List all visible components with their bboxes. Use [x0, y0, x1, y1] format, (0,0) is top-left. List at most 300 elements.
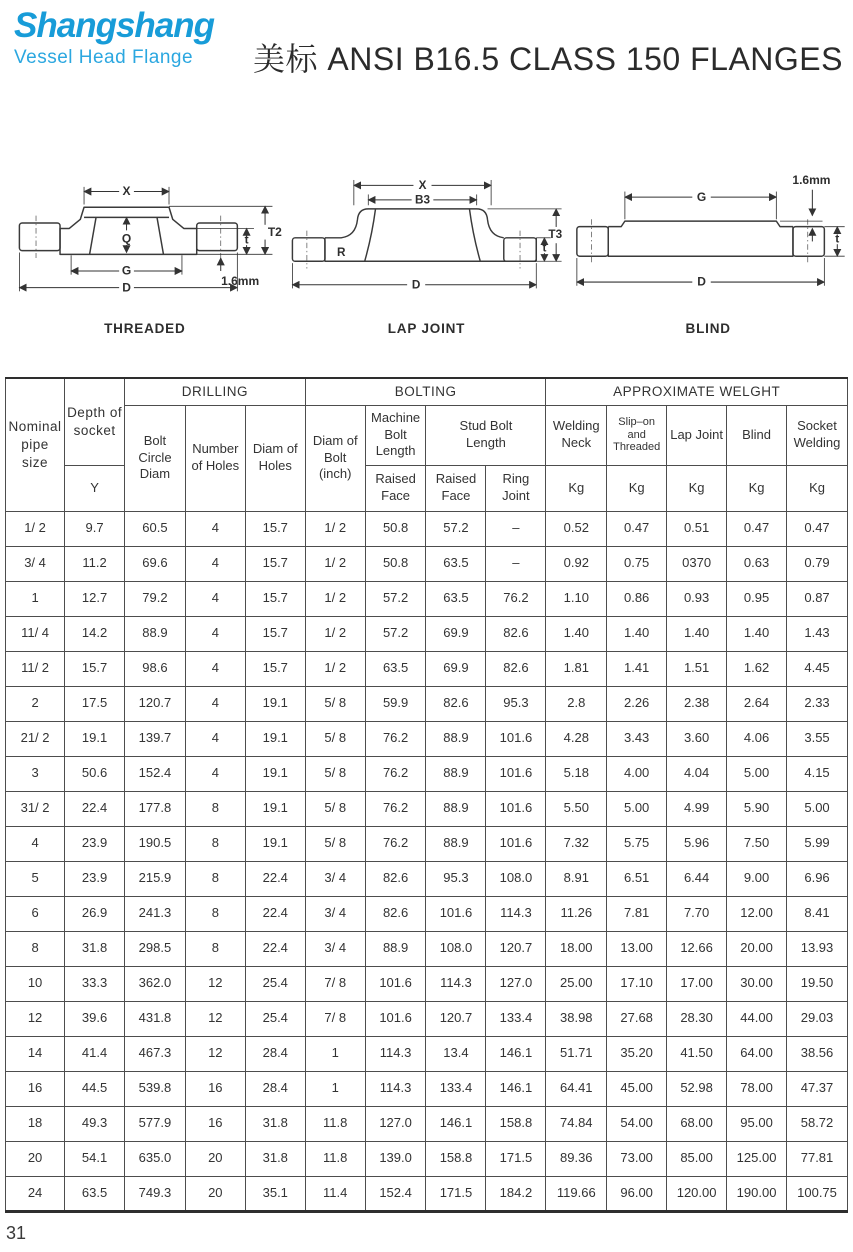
table-row — [6, 1106, 848, 1141]
table-cell: 47.37 — [787, 1071, 848, 1106]
table-cell: 4 — [185, 721, 245, 756]
table-row — [6, 1176, 848, 1211]
table-cell: 6.44 — [667, 861, 727, 896]
table-cell: 11.8 — [305, 1106, 365, 1141]
table-cell: 4.06 — [727, 721, 787, 756]
table-cell: 35.1 — [245, 1176, 305, 1211]
table-cell: 190.00 — [727, 1176, 787, 1211]
table-cell: 1 — [6, 581, 65, 616]
table-row — [6, 896, 848, 931]
table-cell: 1 — [305, 1036, 365, 1071]
col-header-slip-on-threaded: Slip–on and Threaded — [607, 405, 667, 465]
table-cell: 7.81 — [607, 896, 667, 931]
group-header-drilling: DRILLING — [125, 378, 306, 405]
table-cell: 5.00 — [787, 791, 848, 826]
table-cell: 0.93 — [667, 581, 727, 616]
table-cell: – — [486, 511, 546, 546]
table-cell: 29.03 — [787, 1001, 848, 1036]
table-cell: 88.9 — [426, 791, 486, 826]
table-cell: 0.86 — [607, 581, 667, 616]
table-cell: 431.8 — [125, 1001, 186, 1036]
table-cell: 190.5 — [125, 826, 186, 861]
table-cell: 50.8 — [365, 546, 426, 581]
col-header-socket-welding: Socket Welding — [787, 405, 848, 465]
table-cell: 88.9 — [426, 721, 486, 756]
table-cell: 158.8 — [486, 1106, 546, 1141]
table-cell: 1/ 2 — [6, 511, 65, 546]
table-cell: 19.1 — [245, 756, 305, 791]
table-cell: 1/ 2 — [305, 651, 365, 686]
table-cell: 3/ 4 — [305, 896, 365, 931]
table-cell: 158.8 — [426, 1141, 486, 1176]
logo-subtitle: Vessel Head Flange — [14, 46, 194, 68]
table-row — [6, 1071, 848, 1106]
table-cell: 95.00 — [727, 1106, 787, 1141]
unit-kg-blind: Kg — [727, 465, 787, 511]
table-cell: 31/ 2 — [6, 791, 65, 826]
table-cell: 58.72 — [787, 1106, 848, 1141]
table-cell: 3.60 — [667, 721, 727, 756]
dim-label-t2: T2 — [267, 224, 282, 239]
table-cell: 6.51 — [607, 861, 667, 896]
table-cell: 101.6 — [486, 791, 546, 826]
table-cell: 17.5 — [65, 686, 125, 721]
table-row — [6, 721, 848, 756]
table-cell: 3/ 4 — [305, 931, 365, 966]
unit-kg-slip-on: Kg — [607, 465, 667, 511]
table-cell: 0.87 — [787, 581, 848, 616]
table-row — [6, 686, 848, 721]
table-cell: 5/ 8 — [305, 756, 365, 791]
table-cell: 3/ 4 — [6, 546, 65, 581]
sub-header-ring-joint: Ring Joint — [486, 465, 546, 511]
table-cell: 4 — [185, 756, 245, 791]
col-header-lap-joint: Lap Joint — [667, 405, 727, 465]
table-cell: 1.10 — [546, 581, 607, 616]
table-cell: 28.4 — [245, 1071, 305, 1106]
table-cell: 1.40 — [546, 616, 607, 651]
table-cell: 18.00 — [546, 931, 607, 966]
table-row — [6, 791, 848, 826]
table-row — [6, 861, 848, 896]
table-cell: 39.6 — [65, 1001, 125, 1036]
dim-label-x: X — [122, 184, 131, 199]
table-cell: 76.2 — [365, 756, 426, 791]
table-cell: 23.9 — [65, 826, 125, 861]
table-row — [6, 616, 848, 651]
table-cell: 3.55 — [787, 721, 848, 756]
dimension-lines — [577, 190, 840, 282]
table-cell: 8 — [185, 896, 245, 931]
table-cell: 54.00 — [607, 1106, 667, 1141]
logo-name: Shangshang — [14, 6, 215, 45]
table-cell: 7/ 8 — [305, 966, 365, 1001]
table-cell: 78.00 — [727, 1071, 787, 1106]
table-cell: 50.8 — [365, 511, 426, 546]
table-cell: 5.99 — [787, 826, 848, 861]
table-cell: 35.20 — [607, 1036, 667, 1071]
table-cell: 125.00 — [727, 1141, 787, 1176]
table-cell: 146.1 — [486, 1071, 546, 1106]
table-cell: 12.66 — [667, 931, 727, 966]
table-cell: 8 — [185, 861, 245, 896]
table-cell: 4 — [6, 826, 65, 861]
table-cell: 13.93 — [787, 931, 848, 966]
table-cell: 96.00 — [607, 1176, 667, 1211]
table-cell: 5/ 8 — [305, 686, 365, 721]
table-cell: 108.0 — [486, 861, 546, 896]
lap-joint-flange-drawing — [287, 162, 567, 319]
table-cell: 11.2 — [65, 546, 125, 581]
table-cell: 41.50 — [667, 1036, 727, 1071]
table-cell: 64.41 — [546, 1071, 607, 1106]
table-cell: 79.2 — [125, 581, 186, 616]
table-cell: 3.43 — [607, 721, 667, 756]
table-cell: 2.64 — [727, 686, 787, 721]
table-cell: 27.68 — [607, 1001, 667, 1036]
table-cell: 57.2 — [365, 616, 426, 651]
table-cell: 16 — [185, 1071, 245, 1106]
table-cell: 0.47 — [727, 511, 787, 546]
table-cell: 44.00 — [727, 1001, 787, 1036]
table-row — [6, 966, 848, 1001]
table-cell: 14 — [6, 1036, 65, 1071]
table-cell: 22.4 — [245, 861, 305, 896]
table-cell: 362.0 — [125, 966, 186, 1001]
table-cell: 0370 — [667, 546, 727, 581]
col-header-diam-of-bolt: Diam of Bolt (inch) — [305, 405, 365, 511]
table-cell: 45.00 — [607, 1071, 667, 1106]
col-header-diam-of-holes: Diam of Holes — [245, 405, 305, 511]
spec-table-wrap — [5, 377, 848, 1213]
table-cell: 100.75 — [787, 1176, 848, 1211]
table-cell: 1.51 — [667, 651, 727, 686]
table-cell: 76.2 — [365, 721, 426, 756]
table-cell: 22.4 — [245, 931, 305, 966]
table-cell: 59.9 — [365, 686, 426, 721]
table-cell: 14.2 — [65, 616, 125, 651]
table-cell: 19.1 — [65, 721, 125, 756]
table-cell: 5.00 — [727, 756, 787, 791]
dim-label-d: D — [122, 280, 131, 295]
table-cell: – — [486, 546, 546, 581]
table-cell: 63.5 — [365, 651, 426, 686]
table-cell: 20 — [6, 1141, 65, 1176]
table-cell: 4 — [185, 581, 245, 616]
table-cell: 74.84 — [546, 1106, 607, 1141]
table-cell: 4 — [185, 686, 245, 721]
table-cell: 25.4 — [245, 1001, 305, 1036]
table-cell: 63.5 — [426, 581, 486, 616]
table-cell: 33.3 — [65, 966, 125, 1001]
col-header-welding-neck: Welding Neck — [546, 405, 607, 465]
table-cell: 114.3 — [365, 1036, 426, 1071]
flange-outline — [292, 209, 536, 261]
table-cell: 2.26 — [607, 686, 667, 721]
table-cell: 31.8 — [245, 1141, 305, 1176]
table-row — [6, 1141, 848, 1176]
table-cell: 0.79 — [787, 546, 848, 581]
table-cell: 1.41 — [607, 651, 667, 686]
table-cell: 3/ 4 — [305, 861, 365, 896]
table-cell: 89.36 — [546, 1141, 607, 1176]
table-cell: 5 — [6, 861, 65, 896]
table-cell: 5.50 — [546, 791, 607, 826]
table-cell: 25.00 — [546, 966, 607, 1001]
table-cell: 13.4 — [426, 1036, 486, 1071]
diagram-caption-lap-joint: LAP JOINT — [387, 321, 466, 336]
table-cell: 63.5 — [65, 1176, 125, 1211]
table-cell: 76.2 — [365, 826, 426, 861]
table-cell: 171.5 — [426, 1176, 486, 1211]
table-cell: 18 — [6, 1106, 65, 1141]
table-cell: 8 — [185, 826, 245, 861]
table-cell: 13.00 — [607, 931, 667, 966]
table-cell: 24 — [6, 1176, 65, 1211]
table-cell: 133.4 — [426, 1071, 486, 1106]
table-cell: 4.15 — [787, 756, 848, 791]
table-cell: 152.4 — [125, 756, 186, 791]
table-cell: 0.51 — [667, 511, 727, 546]
col-header-stud-bolt-length: Stud Bolt Length — [426, 405, 546, 465]
table-cell: 22.4 — [65, 791, 125, 826]
table-cell: 16 — [185, 1106, 245, 1141]
table-cell: 4.28 — [546, 721, 607, 756]
table-cell: 0.75 — [607, 546, 667, 581]
table-row — [6, 756, 848, 791]
table-cell: 2 — [6, 686, 65, 721]
spec-table-body — [6, 511, 848, 1211]
table-cell: 15.7 — [245, 546, 305, 581]
table-cell: 60.5 — [125, 511, 186, 546]
table-cell: 108.0 — [426, 931, 486, 966]
table-cell: 139.0 — [365, 1141, 426, 1176]
table-cell: 7/ 8 — [305, 1001, 365, 1036]
table-cell: 146.1 — [426, 1106, 486, 1141]
table-cell: 120.7 — [486, 931, 546, 966]
table-cell: 8 — [185, 931, 245, 966]
table-cell: 82.6 — [486, 616, 546, 651]
table-cell: 88.9 — [125, 616, 186, 651]
table-cell: 5.00 — [607, 791, 667, 826]
table-cell: 215.9 — [125, 861, 186, 896]
table-cell: 20 — [185, 1141, 245, 1176]
table-cell: 11/ 2 — [6, 651, 65, 686]
table-cell: 1.62 — [727, 651, 787, 686]
table-cell: 101.6 — [365, 1001, 426, 1036]
table-cell: 4.00 — [607, 756, 667, 791]
table-cell: 1 — [305, 1071, 365, 1106]
table-cell: 1.40 — [607, 616, 667, 651]
table-cell: 171.5 — [486, 1141, 546, 1176]
dim-label-t3: T3 — [547, 227, 562, 241]
flange-diagrams — [0, 162, 853, 340]
table-cell: 49.3 — [65, 1106, 125, 1141]
table-cell: 133.4 — [486, 1001, 546, 1036]
col-header-bolt-circle-diam: Bolt Circle Diam — [125, 405, 186, 511]
table-cell: 11.8 — [305, 1141, 365, 1176]
diagram-blind — [567, 162, 849, 340]
extension-lines — [577, 189, 845, 286]
table-cell: 1/ 2 — [305, 546, 365, 581]
table-cell: 2.8 — [546, 686, 607, 721]
dim-label-raised-face: 1.6mm — [792, 173, 831, 188]
sub-header-y: Y — [65, 465, 125, 511]
table-cell: 8.91 — [546, 861, 607, 896]
table-row — [6, 511, 848, 546]
table-cell: 11/ 4 — [6, 616, 65, 651]
table-cell: 41.4 — [65, 1036, 125, 1071]
table-cell: 4 — [185, 616, 245, 651]
table-cell: 4.99 — [667, 791, 727, 826]
table-cell: 8.41 — [787, 896, 848, 931]
table-cell: 15.7 — [245, 651, 305, 686]
table-cell: 4.04 — [667, 756, 727, 791]
table-cell: 21/ 2 — [6, 721, 65, 756]
table-cell: 120.7 — [125, 686, 186, 721]
table-cell: 3 — [6, 756, 65, 791]
table-cell: 749.3 — [125, 1176, 186, 1211]
table-cell: 1.43 — [787, 616, 848, 651]
col-header-blind: Blind — [727, 405, 787, 465]
col-header-machine-bolt-length: Machine Bolt Length — [365, 405, 426, 465]
table-cell: 20.00 — [727, 931, 787, 966]
table-cell: 57.2 — [365, 581, 426, 616]
group-header-bolting: BOLTING — [305, 378, 546, 405]
table-cell: 19.1 — [245, 826, 305, 861]
table-cell: 101.6 — [486, 756, 546, 791]
page-header — [0, 0, 853, 92]
table-cell: 5.18 — [546, 756, 607, 791]
table-cell: 139.7 — [125, 721, 186, 756]
table-cell: 12 — [185, 1001, 245, 1036]
table-cell: 0.47 — [607, 511, 667, 546]
table-cell: 25.4 — [245, 966, 305, 1001]
table-cell: 22.4 — [245, 896, 305, 931]
table-row — [6, 1036, 848, 1071]
table-row — [6, 931, 848, 966]
table-cell: 119.66 — [546, 1176, 607, 1211]
table-cell: 577.9 — [125, 1106, 186, 1141]
table-cell: 298.5 — [125, 931, 186, 966]
table-cell: 98.6 — [125, 651, 186, 686]
diagram-threaded — [4, 162, 286, 340]
table-cell: 19.1 — [245, 686, 305, 721]
table-cell: 101.6 — [486, 826, 546, 861]
col-header-number-of-holes: Number of Holes — [185, 405, 245, 511]
table-cell: 539.8 — [125, 1071, 186, 1106]
table-cell: 184.2 — [486, 1176, 546, 1211]
dim-label-t: t — [541, 241, 546, 255]
table-cell: 8 — [185, 791, 245, 826]
table-cell: 101.6 — [426, 896, 486, 931]
table-cell: 0.52 — [546, 511, 607, 546]
table-cell: 73.00 — [607, 1141, 667, 1176]
table-cell: 69.9 — [426, 651, 486, 686]
table-cell: 4 — [185, 546, 245, 581]
table-cell: 4.45 — [787, 651, 848, 686]
table-cell: 177.8 — [125, 791, 186, 826]
blind-flange-drawing — [568, 162, 848, 319]
dim-label-q: Q — [121, 231, 132, 246]
table-cell: 11.4 — [305, 1176, 365, 1211]
table-cell: 152.4 — [365, 1176, 426, 1211]
table-cell: 38.56 — [787, 1036, 848, 1071]
table-cell: 114.3 — [426, 966, 486, 1001]
dim-label-t: t — [244, 232, 249, 247]
table-cell: 635.0 — [125, 1141, 186, 1176]
table-cell: 12.00 — [727, 896, 787, 931]
table-cell: 10 — [6, 966, 65, 1001]
table-cell: 15.7 — [65, 651, 125, 686]
table-cell: 7.32 — [546, 826, 607, 861]
table-cell: 28.4 — [245, 1036, 305, 1071]
dim-label-raised-face: 1.6mm — [220, 273, 259, 288]
table-cell: 11.26 — [546, 896, 607, 931]
table-cell: 50.6 — [65, 756, 125, 791]
table-cell: 0.63 — [727, 546, 787, 581]
table-cell: 1.40 — [667, 616, 727, 651]
dim-label-b3: B3 — [414, 193, 430, 207]
table-cell: 17.00 — [667, 966, 727, 1001]
page-title: 美标 ANSI B16.5 CLASS 150 FLANGES — [253, 41, 843, 77]
table-cell: 82.6 — [426, 686, 486, 721]
diagram-caption-blind: BLIND — [685, 321, 731, 336]
table-cell: 19.50 — [787, 966, 848, 1001]
table-cell: 19.1 — [245, 721, 305, 756]
table-cell: 1/ 2 — [305, 581, 365, 616]
table-cell: 0.47 — [787, 511, 848, 546]
table-cell: 7.70 — [667, 896, 727, 931]
table-cell: 5/ 8 — [305, 791, 365, 826]
sub-header-stud-raised-face: Raised Face — [426, 465, 486, 511]
table-cell: 31.8 — [245, 1106, 305, 1141]
table-row — [6, 581, 848, 616]
table-cell: 1/ 2 — [305, 511, 365, 546]
table-cell: 31.8 — [65, 931, 125, 966]
table-cell: 19.1 — [245, 791, 305, 826]
table-cell: 15.7 — [245, 581, 305, 616]
table-cell: 114.3 — [486, 896, 546, 931]
table-cell: 15.7 — [245, 511, 305, 546]
table-row — [6, 546, 848, 581]
table-cell: 52.98 — [667, 1071, 727, 1106]
table-cell: 8 — [6, 931, 65, 966]
table-cell: 76.2 — [365, 791, 426, 826]
table-cell: 57.2 — [426, 511, 486, 546]
table-cell: 6 — [6, 896, 65, 931]
table-cell: 44.5 — [65, 1071, 125, 1106]
dim-label-g: G — [121, 263, 132, 278]
flange-spec-table — [5, 377, 848, 1213]
page-number: 31 — [6, 1223, 27, 1243]
table-cell: 127.0 — [365, 1106, 426, 1141]
threaded-flange-drawing — [5, 162, 285, 319]
table-row — [6, 826, 848, 861]
table-cell: 5.96 — [667, 826, 727, 861]
table-cell: 5.75 — [607, 826, 667, 861]
table-cell: 467.3 — [125, 1036, 186, 1071]
table-cell: 95.3 — [486, 686, 546, 721]
company-logo — [14, 4, 253, 69]
dim-label-x: X — [418, 179, 426, 193]
table-cell: 0.95 — [727, 581, 787, 616]
table-cell: 63.5 — [426, 546, 486, 581]
table-cell: 15.7 — [245, 616, 305, 651]
table-cell: 20 — [185, 1176, 245, 1211]
table-cell: 2.38 — [667, 686, 727, 721]
unit-kg-lap-joint: Kg — [667, 465, 727, 511]
